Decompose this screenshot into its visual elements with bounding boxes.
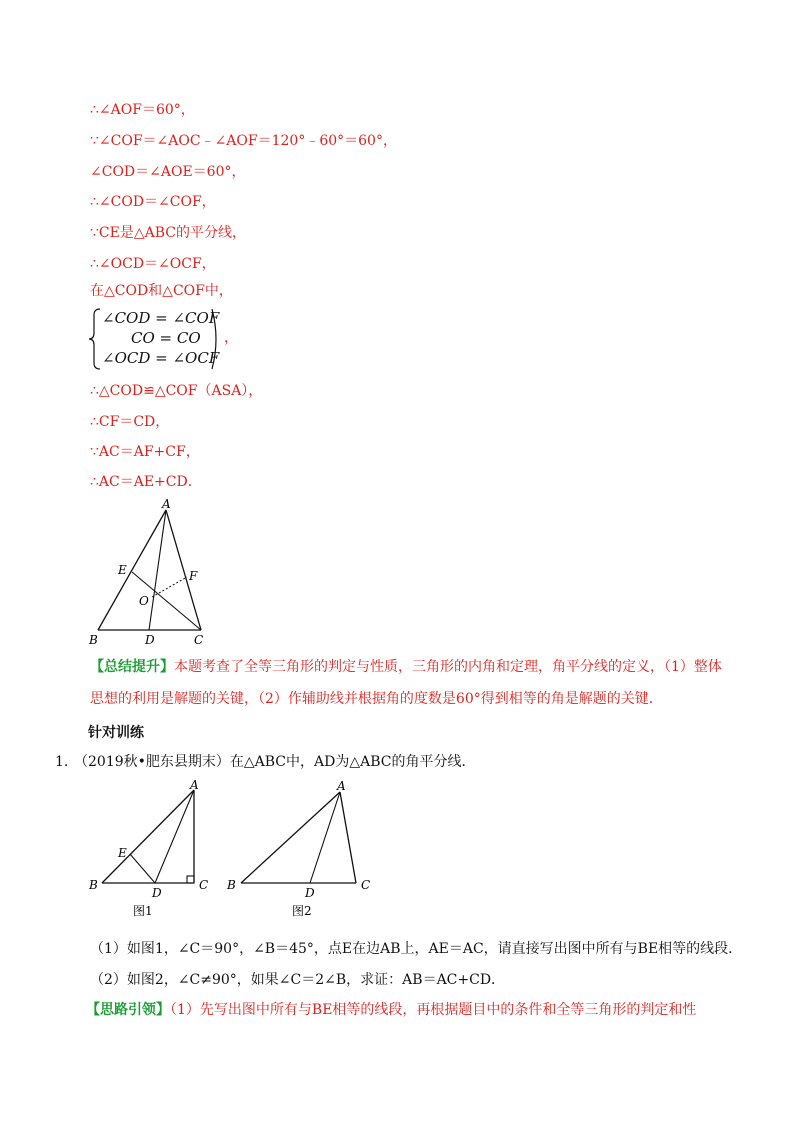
proof-line-3: ∠COD＝∠AOE＝60°， [90, 164, 246, 180]
conclusion-line-4: ∴AC＝AE+CD． [90, 474, 202, 490]
conclusion-line-1: ∴△COD≌△COF（ASA）， [90, 383, 263, 399]
label-C: C [194, 633, 204, 647]
problem-text: （2019秋•肥东县期末）在△ABC中，AD为△ABC的角平分线． [74, 754, 476, 770]
part-1: （1）如图1，∠C＝90°，∠B＝45°，点E在边AB上，AE＝AC，请直接写出图中所有与BE相等的线段． [90, 941, 743, 957]
proof-line-4: ∴∠COD＝∠COF， [90, 194, 216, 210]
figure-1 [88, 778, 218, 918]
summary-tag: 【总结提升】 [90, 659, 174, 675]
proof-line-5: ∵CE是△ABC的平分线， [90, 225, 246, 241]
conclusion-line-2: ∴CF＝CD， [90, 414, 170, 430]
fig1-caption: 图1 [133, 904, 153, 918]
part-2: （2）如图2，∠C≠90°，如果∠C＝2∠B，求证：AB＝AC+CD． [90, 972, 506, 988]
label-A: A [162, 498, 171, 511]
label-E: E [118, 563, 127, 577]
system-row-2: CO = CO [131, 329, 201, 347]
system-row-3: ∠OCD = ∠OCF [102, 349, 220, 367]
proof-line-6: ∴∠OCD＝∠OCF， [90, 256, 216, 272]
label-D: D [145, 633, 155, 647]
system-suffix: ， [224, 330, 238, 346]
fig1-label-B: B [89, 878, 98, 892]
fig1-label-A: A [190, 778, 199, 792]
proof-line-1: ∴∠AOF＝60°， [90, 102, 195, 118]
proof-line-7: 在△COD和△COF中， [90, 283, 233, 299]
problem-number: 1. [55, 754, 69, 770]
label-O: O [139, 594, 149, 608]
conclusion-line-3: ∵AC＝AF+CF， [90, 444, 200, 460]
right-paren-icon [210, 307, 222, 371]
fig1-label-E: E [118, 846, 127, 860]
label-B: B [89, 633, 98, 647]
fig2-label-C: C [361, 878, 371, 892]
hint-tag: 【思路引领】 [86, 1002, 170, 1018]
hint-text: （1）先写出图中所有与BE相等的线段，再根据题目中的条件和全等三角形的判定和性 [170, 1002, 697, 1018]
hint-line [86, 1001, 696, 1019]
system-row-1: ∠COD = ∠COF [102, 309, 220, 327]
fig1-label-D: D [152, 886, 162, 900]
summary-paragraph [90, 651, 730, 715]
fig2-label-D: D [305, 886, 315, 900]
figure-2 [225, 778, 385, 918]
triangle-figure [86, 498, 226, 648]
fig1-label-C: C [199, 878, 209, 892]
summary-text: 本题考查了全等三角形的判定与性质，三角形的内角和定理，角平分线的定义，（1）整体思想的利用是解题的关键，（2）作辅助线并根据角的度数是60°得到相等的角是解题的关键． [90, 659, 722, 707]
equation-system [88, 307, 238, 371]
label-F: F [189, 569, 198, 583]
fig2-label-A: A [337, 779, 346, 793]
proof-line-2: ∵∠COF＝∠AOC﹣∠AOF＝120°﹣60°＝60°， [90, 133, 397, 149]
fig2-caption: 图2 [292, 904, 312, 918]
fig2-label-B: B [227, 878, 236, 892]
section-title: 针对训练 [88, 725, 144, 741]
